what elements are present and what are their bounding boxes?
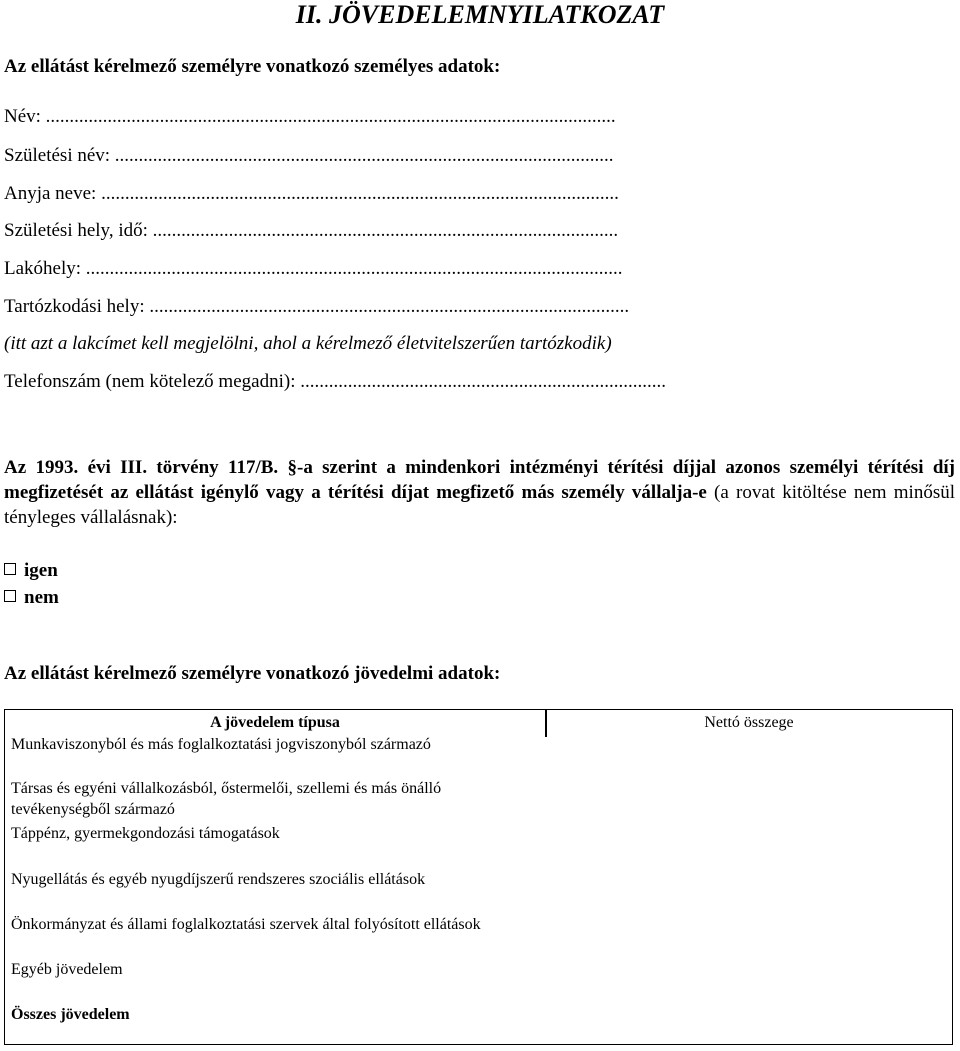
income-row-other: Egyéb jövedelem: [11, 961, 123, 978]
phone-field: Telefonszám (nem kötelező megadni): .............................................................................: [4, 371, 666, 392]
name-field: Név: ........................................................................................................................: [4, 106, 616, 127]
option-igen[interactable]: [4, 560, 58, 582]
income-data-heading: Az ellátást kérelmező személyre vonatkozó jövedelmi adatok:: [4, 663, 501, 684]
option-nem-label: nem: [24, 587, 59, 608]
page-title: II. JÖVEDELEMNYILATKOZAT: [295, 0, 665, 29]
personal-data-heading: Az ellátást kérelmező személyre vonatkozó személyes adatok:: [4, 56, 501, 77]
birth-name-field: Születési név: .........................................................................................................: [4, 145, 614, 166]
mother-name-field: Anyja neve: .............................................................................................................: [4, 183, 619, 204]
net-amount-header: Nettó összege: [704, 714, 794, 731]
checkbox-igen[interactable]: [4, 563, 16, 575]
income-row-total: Összes jövedelem: [11, 1006, 130, 1023]
fee-statement: [4, 455, 955, 530]
income-type-header: A jövedelem típusa: [210, 714, 340, 731]
fee-statement-note: (a rovat kitöltése nem minősül tényleges vállalásnak):: [4, 482, 955, 528]
income-row-municipal: Önkormányzat és állami foglalkoztatási szervek által folyósított ellátások: [11, 916, 481, 933]
income-row-sick-pay: Táppénz, gyermekgondozási támogatások: [11, 825, 280, 842]
income-row-employment: Munkaviszonyból és más foglalkoztatási jogviszonyból származó: [11, 736, 431, 753]
option-nem[interactable]: [4, 587, 59, 609]
income-row-pension: Nyugellátás és egyéb nyugdíjszerű rendszeres szociális ellátások: [11, 871, 426, 888]
stay-address-field: Tartózkodási hely: .....................................................................................................: [4, 296, 630, 317]
residence-note: (itt azt a lakcímet kell megjelölni, ahol a kérelmező életvitelszerűen tartózkodik): [4, 333, 612, 354]
fee-statement-bold: Az 1993. évi III. törvény 117/B. §-a szerint a mindenkori intézményi térítési díjjal azonos személyi térítési díj megfizetését az ellátást igénylő vagy a térítési díjat megfizető más személy vállalja-e: [4, 457, 955, 503]
income-row-enterprise: Társas és egyéni vállalkozásból, őstermelői, szellemi és más önálló tevékenységből származó: [11, 780, 442, 818]
residence-field: Lakóhely: .................................................................................................................: [4, 258, 623, 279]
checkbox-nem[interactable]: [4, 590, 16, 602]
birth-place-date-field: Születési hely, idő: ..................................................................................................: [4, 220, 619, 241]
option-igen-label: igen: [24, 560, 58, 581]
income-table: [4, 709, 953, 1045]
